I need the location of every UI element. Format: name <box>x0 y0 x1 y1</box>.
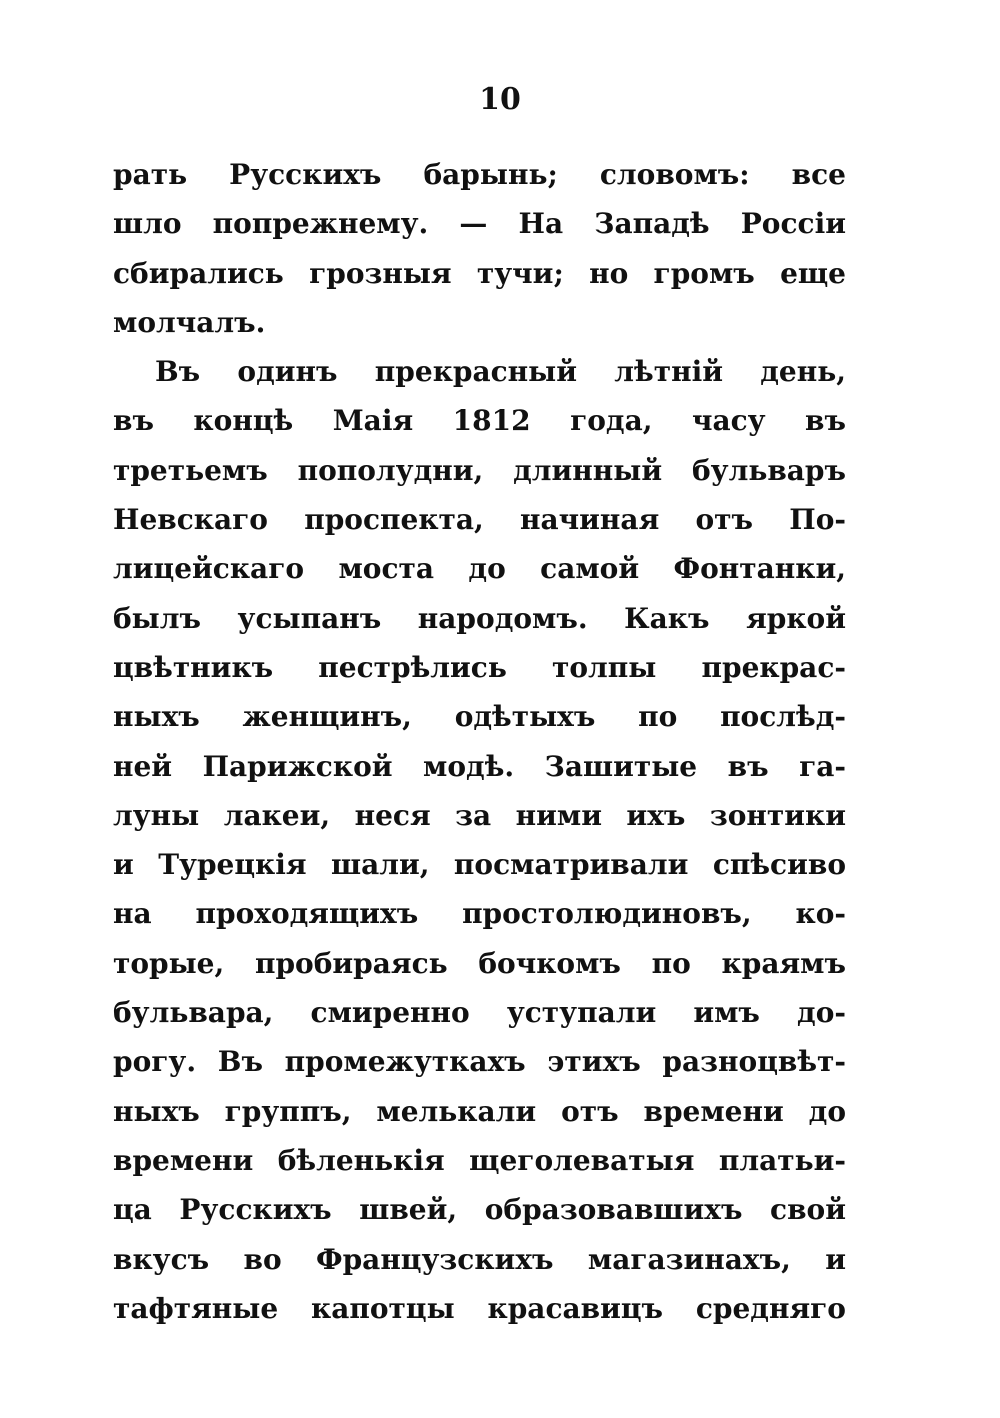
text-line: на проходящихъ простолюдиновъ, ко- <box>113 897 846 931</box>
text-line: третьемъ пополудни, длинный бульваръ <box>113 453 846 487</box>
page-number: 10 <box>479 82 521 117</box>
text-line: вкусъ во Французскихъ магазинахъ, и <box>113 1242 846 1276</box>
text-line: былъ усыпанъ народомъ. Какъ яркой <box>113 601 846 635</box>
text-line: ныхъ женщинъ, одѣтыхъ по послѣд- <box>113 700 846 734</box>
text-line: въ концѣ Маія 1812 года, часу въ <box>113 404 846 438</box>
text-line: рать Русскихъ барынь; словомъ: все <box>113 158 846 191</box>
text-line: ныхъ группъ, мелькали отъ времени до <box>113 1094 846 1128</box>
text-line: ца Русскихъ швей, образовавшихъ свой <box>113 1193 846 1227</box>
text-line: и Турецкія шали, посматривали спѣсиво <box>113 848 846 882</box>
text-line: сбирались грозныя тучи; но громъ еще <box>113 256 846 290</box>
text-line: бульвара, смиренно уступали имъ до- <box>113 996 846 1030</box>
text-line: шло попрежнему. — На Западѣ Россіи <box>113 207 846 241</box>
text-line: тафтяные капотцы красавицъ средняго <box>113 1291 846 1325</box>
text-line: торые, пробираясь бочкомъ по краямъ <box>113 946 846 980</box>
text-line: луны лакеи, неся за ними ихъ зонтики <box>113 798 846 832</box>
text-line: цвѣтникъ пестрѣлись толпы прекрас- <box>113 650 846 684</box>
text-line: молчалъ. <box>113 305 266 339</box>
text-line: рогу. Въ промежуткахъ этихъ разноцвѣт- <box>113 1045 846 1079</box>
text-line: времени бѣленькія щеголеватыя платьи- <box>113 1143 846 1177</box>
text-line: ней Парижской модѣ. Зашитые въ га- <box>113 749 846 783</box>
page-body-text <box>113 150 846 1333</box>
text-line: Невскаго проспекта, начиная отъ По- <box>113 503 846 537</box>
text-line: Въ одинъ прекрасный лѣтній день, <box>155 355 846 389</box>
text-line: лицейскаго моста до самой Фонтанки, <box>113 552 846 586</box>
